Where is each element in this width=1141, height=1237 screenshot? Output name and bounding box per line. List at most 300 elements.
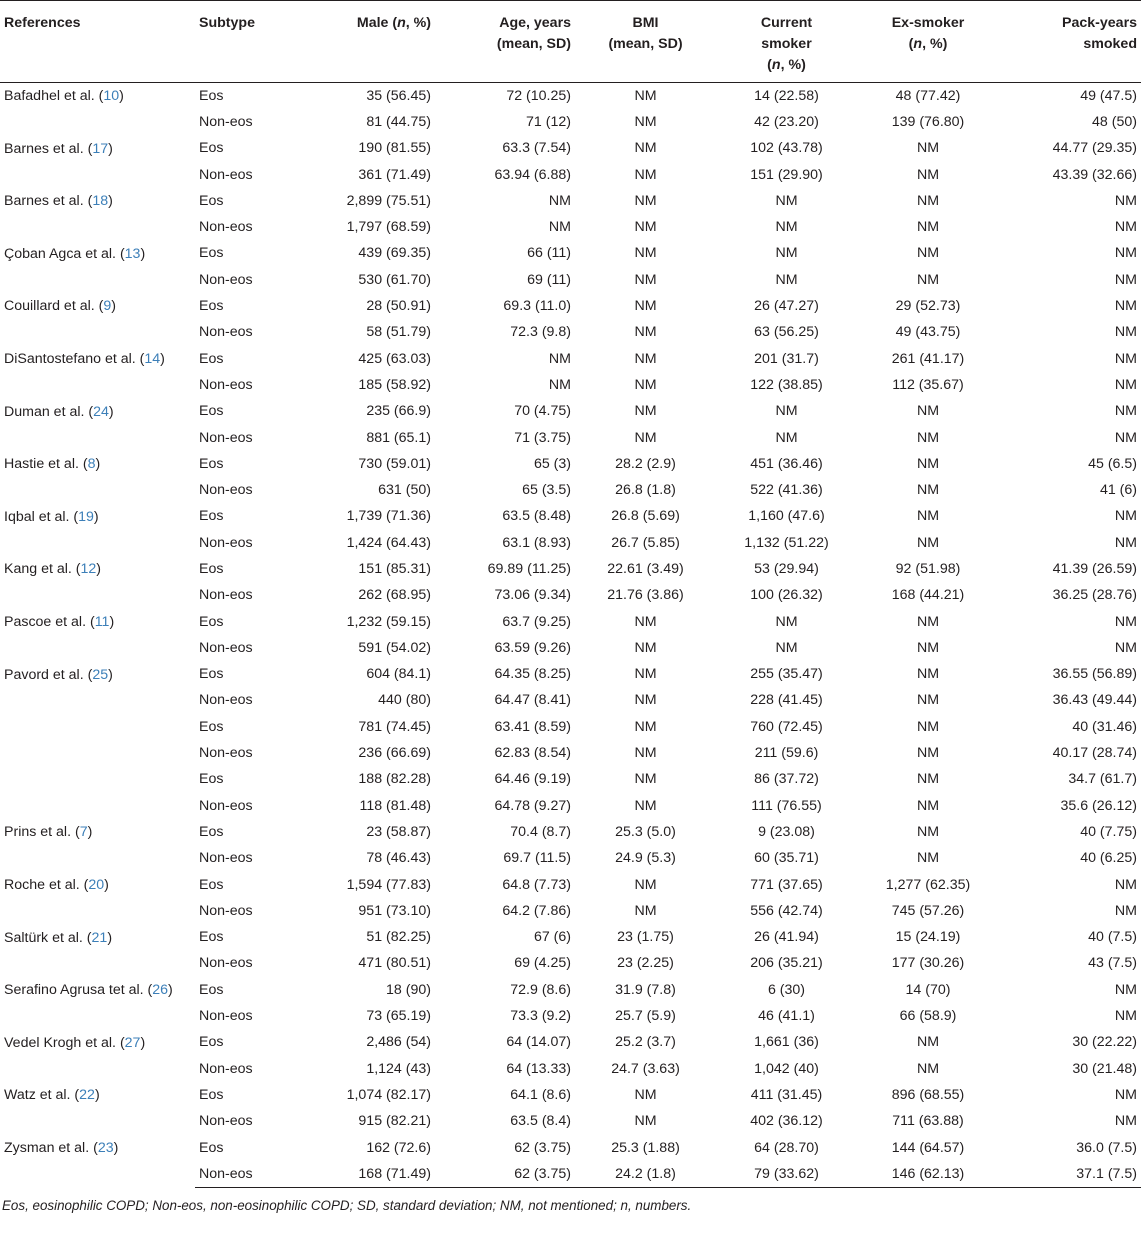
table-cell: NM xyxy=(1114,376,1137,393)
table-cell: 46 (41.1) xyxy=(758,1008,815,1025)
table-cell: NM xyxy=(634,692,657,709)
reference-author: Couillard et al. ( xyxy=(4,298,104,315)
table-cell: 35.6 (26.12) xyxy=(1060,797,1137,814)
table-cell: 471 (80.51) xyxy=(358,955,431,972)
table-cell: 63.5 (8.4) xyxy=(510,1113,571,1130)
table-cell: NM xyxy=(916,613,940,630)
table-cell: NM xyxy=(634,87,657,104)
table-cell: 48 (50) xyxy=(1092,113,1137,130)
table-cell: 71 (3.75) xyxy=(514,429,571,446)
reference-cell xyxy=(0,925,195,978)
table-cell: 64.8 (7.73) xyxy=(502,876,571,893)
table-cell: 36.43 (49.44) xyxy=(1052,692,1137,709)
reference-close: ) xyxy=(140,245,146,262)
table-cell: 58 (51.79) xyxy=(366,324,431,341)
table-cell: 1,797 (68.59) xyxy=(346,219,431,236)
table-cell: 51 (82.25) xyxy=(366,929,431,946)
table-cell: 26 (47.27) xyxy=(754,298,819,315)
table-cell: 6 (30) xyxy=(767,981,806,998)
table-cell: 262 (68.95) xyxy=(358,587,431,604)
table-row xyxy=(0,293,1141,319)
subtype-cell: Non-eos xyxy=(199,639,253,656)
table-cell: 41 (6) xyxy=(1099,482,1137,499)
table-cell: 144 (64.57) xyxy=(891,1139,965,1156)
table-cell: 30 (21.48) xyxy=(1072,1060,1137,1077)
table-cell: NM xyxy=(634,797,657,814)
reference-cell xyxy=(0,1135,195,1188)
citation-link[interactable]: 26 xyxy=(152,982,169,999)
table-cell: 28 (50.91) xyxy=(366,298,431,315)
table-cell: 24.9 (5.3) xyxy=(615,850,676,867)
table-cell: NM xyxy=(775,429,798,446)
reference-author: Bafadhel et al. ( xyxy=(4,88,104,104)
subtype-cell: Non-eos xyxy=(199,534,253,551)
table-cell: NM xyxy=(775,271,798,288)
table-row xyxy=(0,451,1141,477)
table-cell: 79 (33.62) xyxy=(716,1161,857,1188)
table-cell: 29 (52.73) xyxy=(895,298,961,315)
subtype-cell: Eos xyxy=(199,403,224,420)
table-cell: 43.39 (32.66) xyxy=(1052,166,1137,183)
table-cell: 21.76 (3.86) xyxy=(607,587,684,604)
table-cell: 361 (71.49) xyxy=(358,166,431,183)
table-cell: NM xyxy=(916,140,940,157)
reference-close: ) xyxy=(93,508,99,525)
citation-link[interactable]: 10 xyxy=(103,88,120,104)
table-cell: NM xyxy=(634,876,657,893)
table-cell: 22.61 (3.49) xyxy=(607,560,684,577)
subtype-cell: Non-eos xyxy=(199,482,253,499)
table-cell: 1,160 (47.6) xyxy=(748,508,825,525)
table-cell: NM xyxy=(1114,298,1137,315)
table-cell: 151 (29.90) xyxy=(750,166,823,183)
reference-close: ) xyxy=(108,666,113,683)
table-cell: NM xyxy=(634,902,657,919)
reference-cell xyxy=(0,977,195,1030)
table-cell: 235 (66.9) xyxy=(366,403,431,420)
table-cell: 45 (6.5) xyxy=(1088,455,1137,472)
subtype-cell: Eos xyxy=(199,981,224,998)
reference-cell xyxy=(0,241,195,294)
table-cell: 72.9 (8.6) xyxy=(510,981,571,998)
citation-link[interactable]: 22 xyxy=(79,1087,95,1104)
table-cell: 63.94 (6.88) xyxy=(494,166,571,183)
table-cell: 2,899 (75.51) xyxy=(346,192,431,209)
reference-close: ) xyxy=(107,929,113,946)
header-ex-smoker: Ex-smoker (n, %) xyxy=(857,1,999,83)
table-cell: 63.59 (9.26) xyxy=(494,639,571,656)
table-cell: 771 (37.65) xyxy=(750,876,823,893)
subtype-cell: Non-eos xyxy=(199,429,253,446)
table-cell: NM xyxy=(916,192,940,209)
table-cell: 62 (3.75) xyxy=(435,1161,575,1188)
table-cell: 228 (41.45) xyxy=(750,692,823,709)
table-cell: NM xyxy=(916,271,940,288)
table-cell: 69 (4.25) xyxy=(514,955,571,972)
table-cell: 71 (12) xyxy=(526,113,571,130)
table-cell: NM xyxy=(775,613,798,630)
table-cell: NM xyxy=(634,376,657,393)
table-cell: 915 (82.21) xyxy=(358,1113,431,1130)
subtype-cell: Eos xyxy=(199,245,224,262)
citation-link[interactable]: 18 xyxy=(92,193,109,210)
reference-close: ) xyxy=(140,1034,146,1051)
subtype-cell: Eos xyxy=(199,87,224,104)
subtype-cell: Eos xyxy=(199,771,224,788)
table-cell: 40 (7.75) xyxy=(1080,823,1137,840)
table-cell: 190 (81.55) xyxy=(358,140,431,157)
subtype-cell: Eos xyxy=(199,823,224,840)
table-cell: 40 (31.46) xyxy=(1072,718,1137,735)
table-cell: NM xyxy=(634,166,657,183)
citation-link[interactable]: 8 xyxy=(87,456,96,473)
reference-close: ) xyxy=(94,1087,100,1104)
header-age: Age, years (mean, SD) xyxy=(435,1,575,83)
reference-cell xyxy=(0,609,195,662)
table-cell: 881 (65.1) xyxy=(366,429,431,446)
table-cell: NM xyxy=(1114,876,1137,893)
table-cell: 64.47 (8.41) xyxy=(494,692,571,709)
subtype-cell: Eos xyxy=(199,613,224,630)
header-references: References xyxy=(0,1,195,83)
table-cell: 1,424 (64.43) xyxy=(346,534,431,551)
table-cell: 66 (58.9) xyxy=(899,1008,957,1025)
table-cell: 43 (7.5) xyxy=(1088,955,1137,972)
table-cell: 25.7 (5.9) xyxy=(615,1008,676,1025)
subtype-cell: Non-eos xyxy=(199,1008,253,1025)
header-bmi: BMI (mean, SD) xyxy=(575,1,716,83)
subtype-cell: Non-eos xyxy=(195,1161,290,1188)
reference-author: Kang et al. ( xyxy=(4,561,81,578)
table-cell: 402 (36.12) xyxy=(750,1113,823,1130)
subtype-cell: Eos xyxy=(199,1139,224,1156)
table-cell: NM xyxy=(775,403,798,420)
reference-cell xyxy=(0,293,195,346)
table-cell: 102 (43.78) xyxy=(750,140,823,157)
table-cell: 188 (82.28) xyxy=(358,771,431,788)
table-cell: 73.06 (9.34) xyxy=(494,587,571,604)
table-cell: NM xyxy=(1114,981,1137,998)
table-cell: NM xyxy=(634,771,657,788)
table-cell: 1,042 (40) xyxy=(754,1060,819,1077)
table-cell: 15 (24.19) xyxy=(895,929,961,946)
table-cell: 34.7 (61.7) xyxy=(1068,771,1137,788)
table-cell: NM xyxy=(775,245,798,262)
reference-cell xyxy=(0,399,195,452)
citation-link[interactable]: 11 xyxy=(94,613,110,630)
reference-author: Hastie et al. ( xyxy=(4,456,88,473)
table-row xyxy=(0,346,1141,372)
subtype-cell: Eos xyxy=(199,350,224,367)
table-cell: NM xyxy=(1114,403,1137,420)
table-cell: 64 (13.33) xyxy=(506,1060,571,1077)
subtype-cell: Non-eos xyxy=(199,797,253,814)
table-cell: 64 (14.07) xyxy=(506,1034,571,1051)
table-cell: NM xyxy=(775,639,798,656)
table-cell: 70.4 (8.7) xyxy=(510,823,571,840)
table-cell: 261 (41.17) xyxy=(891,350,965,367)
table-cell: NM xyxy=(916,455,940,472)
table-cell: NM xyxy=(916,745,940,762)
table-cell: NM xyxy=(916,797,940,814)
table-cell: 64 (28.70) xyxy=(754,1139,819,1156)
table-cell: 896 (68.55) xyxy=(891,1086,965,1103)
reference-cell xyxy=(0,872,195,925)
subtype-cell: Non-eos xyxy=(199,955,253,972)
table-cell: 111 (76.55) xyxy=(751,797,822,814)
reference-author: Zysman et al. ( xyxy=(4,1139,98,1156)
table-cell: NM xyxy=(916,245,940,262)
table-cell: NM xyxy=(634,639,657,656)
table-cell: 591 (54.02) xyxy=(358,639,431,656)
citation-link[interactable]: 23 xyxy=(97,1139,114,1156)
reference-close: ) xyxy=(119,88,124,104)
table-cell: NM xyxy=(916,666,940,683)
table-cell: NM xyxy=(634,1113,657,1130)
table-cell: 30 (22.22) xyxy=(1072,1034,1137,1051)
reference-author: Çoban Agca et al. ( xyxy=(4,245,125,262)
reference-author: Saltürk et al. ( xyxy=(4,929,92,946)
table-cell: 411 (31.45) xyxy=(750,1086,823,1103)
table-body xyxy=(0,83,1141,1188)
table-cell: 81 (44.75) xyxy=(366,113,431,130)
reference-cell xyxy=(0,662,195,820)
table-cell: 69 (11) xyxy=(527,271,571,288)
table-cell: 62.83 (8.54) xyxy=(494,745,571,762)
table-cell: 24.7 (3.63) xyxy=(611,1060,680,1077)
reference-cell xyxy=(0,819,195,872)
table-cell: 1,124 (43) xyxy=(366,1060,431,1077)
table-cell: 48 (77.42) xyxy=(895,87,961,104)
table-cell: 60 (35.71) xyxy=(754,850,819,867)
subtype-cell: Non-eos xyxy=(199,113,253,130)
table-cell: NM xyxy=(916,771,940,788)
table-cell: 18 (90) xyxy=(386,981,431,998)
table-cell: 23 (1.75) xyxy=(617,929,674,946)
table-cell: 781 (74.45) xyxy=(358,718,431,735)
table-cell: NM xyxy=(916,429,940,446)
citation-link[interactable]: 9 xyxy=(103,298,112,315)
table-cell: 711 (63.88) xyxy=(892,1113,964,1130)
table-cell: 42 (23.20) xyxy=(754,113,819,130)
citation-link[interactable]: 12 xyxy=(80,561,97,578)
table-cell: 62 (3.75) xyxy=(514,1139,571,1156)
citation-link[interactable]: 20 xyxy=(88,876,105,893)
table-cell: 23 (58.87) xyxy=(366,823,431,840)
subtype-cell: Non-eos xyxy=(199,745,253,762)
table-cell: 63.3 (7.54) xyxy=(502,140,571,157)
table-cell: 122 (38.85) xyxy=(750,376,823,393)
table-cell: 1,661 (36) xyxy=(754,1034,819,1051)
reference-author: Vedel Krogh et al. ( xyxy=(4,1034,125,1051)
reference-close: ) xyxy=(104,876,109,893)
table-cell: NM xyxy=(634,745,657,762)
subtype-cell: Non-eos xyxy=(199,376,253,393)
table-cell: 14 (22.58) xyxy=(754,87,819,104)
reference-cell xyxy=(0,188,195,241)
reference-close: ) xyxy=(95,456,101,473)
table-cell: 168 (44.21) xyxy=(891,587,965,604)
table-cell: NM xyxy=(1114,429,1137,446)
table-cell: 36.25 (28.76) xyxy=(1052,587,1137,604)
table-cell: NM xyxy=(634,298,657,315)
table-cell: 425 (63.03) xyxy=(358,350,431,367)
reference-cell xyxy=(0,83,195,136)
table-cell: 64.35 (8.25) xyxy=(494,666,571,683)
table-cell: 730 (59.01) xyxy=(358,455,431,472)
subtype-cell: Non-eos xyxy=(199,166,253,183)
table-cell: NM xyxy=(1114,271,1137,288)
citation-link[interactable]: 14 xyxy=(144,350,161,367)
reference-author: Barnes et al. ( xyxy=(4,193,93,210)
table-cell: NM xyxy=(1114,1008,1137,1025)
table-cell: 9 (23.08) xyxy=(758,823,815,840)
reference-close: ) xyxy=(96,561,102,578)
reference-author: Watz et al. ( xyxy=(4,1087,80,1104)
table-row xyxy=(0,819,1141,845)
table-cell: 1,739 (71.36) xyxy=(346,508,431,525)
reference-cell xyxy=(0,346,195,399)
table-cell: NM xyxy=(1114,613,1137,630)
reference-author: Barnes et al. ( xyxy=(4,140,93,157)
table-cell: 556 (42.74) xyxy=(750,902,823,919)
table-row xyxy=(0,188,1141,214)
table-footnote: Eos, eosinophilic COPD; Non-eos, non-eosinophilic COPD; SD, standard deviation; NM, not mentioned; n, numbers. xyxy=(2,1198,692,1214)
table-cell: 26 (41.94) xyxy=(754,929,819,946)
table-cell: NM xyxy=(634,1086,657,1103)
table-cell: 92 (51.98) xyxy=(895,560,961,577)
table-cell: 1,074 (82.17) xyxy=(346,1086,431,1103)
table-row xyxy=(0,1030,1141,1056)
table-row xyxy=(0,504,1141,530)
subtype-cell: Eos xyxy=(199,192,224,209)
citation-link[interactable]: 19 xyxy=(78,508,94,525)
citation-link[interactable]: 25 xyxy=(92,666,109,683)
table-cell: NM xyxy=(1114,508,1137,525)
table-cell: NM xyxy=(634,245,657,262)
table-row xyxy=(0,399,1141,425)
table-cell: 78 (46.43) xyxy=(366,850,431,867)
table-cell: 73 (65.19) xyxy=(366,1008,431,1025)
reference-close: ) xyxy=(108,193,113,210)
table-row xyxy=(0,1082,1141,1108)
citation-link[interactable]: 27 xyxy=(124,1034,141,1051)
header-male: Male (n, %) xyxy=(290,1,435,83)
table-cell: NM xyxy=(634,324,657,341)
table-row xyxy=(0,136,1141,162)
table-cell: NM xyxy=(1114,350,1137,367)
table-cell: 65 (3) xyxy=(533,455,571,472)
table-cell: 70 (4.75) xyxy=(514,403,571,420)
table-cell: 63 (56.25) xyxy=(754,324,819,341)
reference-author: Prins et al. ( xyxy=(4,824,80,841)
table-cell: 63.1 (8.93) xyxy=(502,534,571,551)
table-cell: NM xyxy=(916,403,940,420)
table-cell: 118 (81.48) xyxy=(359,797,431,814)
reference-author: Roche et al. ( xyxy=(4,876,89,893)
table-cell: 40.17 (28.74) xyxy=(1052,745,1137,762)
table-cell: 440 (80) xyxy=(378,692,431,709)
table-cell: 36.0 (7.5) xyxy=(1076,1139,1137,1156)
header-subtype: Subtype xyxy=(195,1,290,83)
table-row xyxy=(0,925,1141,951)
table-cell: 67 (6) xyxy=(533,929,571,946)
citation-link[interactable]: 24 xyxy=(93,403,109,420)
table-cell: 255 (35.47) xyxy=(750,666,823,683)
table-cell: NM xyxy=(634,350,657,367)
table-header xyxy=(0,1,1141,83)
table-cell: 65 (3.5) xyxy=(522,482,571,499)
table-cell: 206 (35.21) xyxy=(750,955,823,972)
table-cell: 69.7 (11.5) xyxy=(503,850,571,867)
subtype-cell: Eos xyxy=(199,718,224,735)
table-cell: NM xyxy=(548,376,571,393)
table-cell: 522 (41.36) xyxy=(750,482,823,499)
table-cell: 49 (47.5) xyxy=(1080,87,1137,104)
table-cell: NM xyxy=(916,534,940,551)
citation-link[interactable]: 13 xyxy=(124,245,141,262)
table-cell: 201 (31.7) xyxy=(754,350,819,367)
table-cell: NM xyxy=(916,850,940,867)
subtype-cell: Non-eos xyxy=(199,219,253,236)
table-cell: NM xyxy=(916,718,940,735)
table-cell: 151 (85.31) xyxy=(358,560,431,577)
reference-cell xyxy=(0,556,195,609)
reference-cell xyxy=(0,136,195,189)
citation-link[interactable]: 21 xyxy=(91,929,108,946)
table-row xyxy=(0,977,1141,1003)
table-cell: NM xyxy=(1114,1086,1137,1103)
table-cell: 26.8 (5.69) xyxy=(611,508,680,525)
table-cell: 162 (72.6) xyxy=(366,1139,431,1156)
table-cell: 100 (26.32) xyxy=(750,587,823,604)
table-cell: NM xyxy=(1114,1113,1137,1130)
table-cell: 530 (61.70) xyxy=(358,271,431,288)
subtype-cell: Eos xyxy=(199,666,224,683)
subtype-cell: Non-eos xyxy=(199,1060,253,1077)
table-cell: NM xyxy=(1114,219,1137,236)
table-cell: NM xyxy=(916,1034,940,1051)
reference-close: ) xyxy=(168,982,173,999)
table-cell: NM xyxy=(634,613,657,630)
table-cell: 26.7 (5.85) xyxy=(611,534,680,551)
table-cell: NM xyxy=(634,666,657,683)
table-cell: 64.1 (8.6) xyxy=(510,1086,571,1103)
table-cell: 760 (72.45) xyxy=(750,718,823,735)
table-cell: 53 (29.94) xyxy=(754,560,819,577)
citation-link[interactable]: 17 xyxy=(92,140,109,157)
table-cell: 631 (50) xyxy=(378,482,431,499)
table-cell: 139 (76.80) xyxy=(891,113,965,130)
table-cell: NM xyxy=(1114,639,1137,656)
table-cell: NM xyxy=(634,429,657,446)
table-cell: 86 (37.72) xyxy=(754,771,819,788)
table-cell: 451 (36.46) xyxy=(750,455,823,472)
table-cell: NM xyxy=(634,113,657,130)
table-cell: 168 (71.49) xyxy=(290,1161,435,1188)
table-cell: NM xyxy=(548,350,571,367)
citation-link[interactable]: 7 xyxy=(79,824,88,841)
reference-author: Iqbal et al. ( xyxy=(4,508,79,525)
table-cell: 31.9 (7.8) xyxy=(615,981,676,998)
table-cell: 14 (70) xyxy=(905,981,951,998)
table-cell: 604 (84.1) xyxy=(366,666,431,683)
subtype-cell: Eos xyxy=(199,1034,224,1051)
table-row xyxy=(0,556,1141,582)
table-cell: 1,277 (62.35) xyxy=(885,876,971,893)
subtype-cell: Non-eos xyxy=(199,850,253,867)
table-cell: 1,232 (59.15) xyxy=(346,613,431,630)
